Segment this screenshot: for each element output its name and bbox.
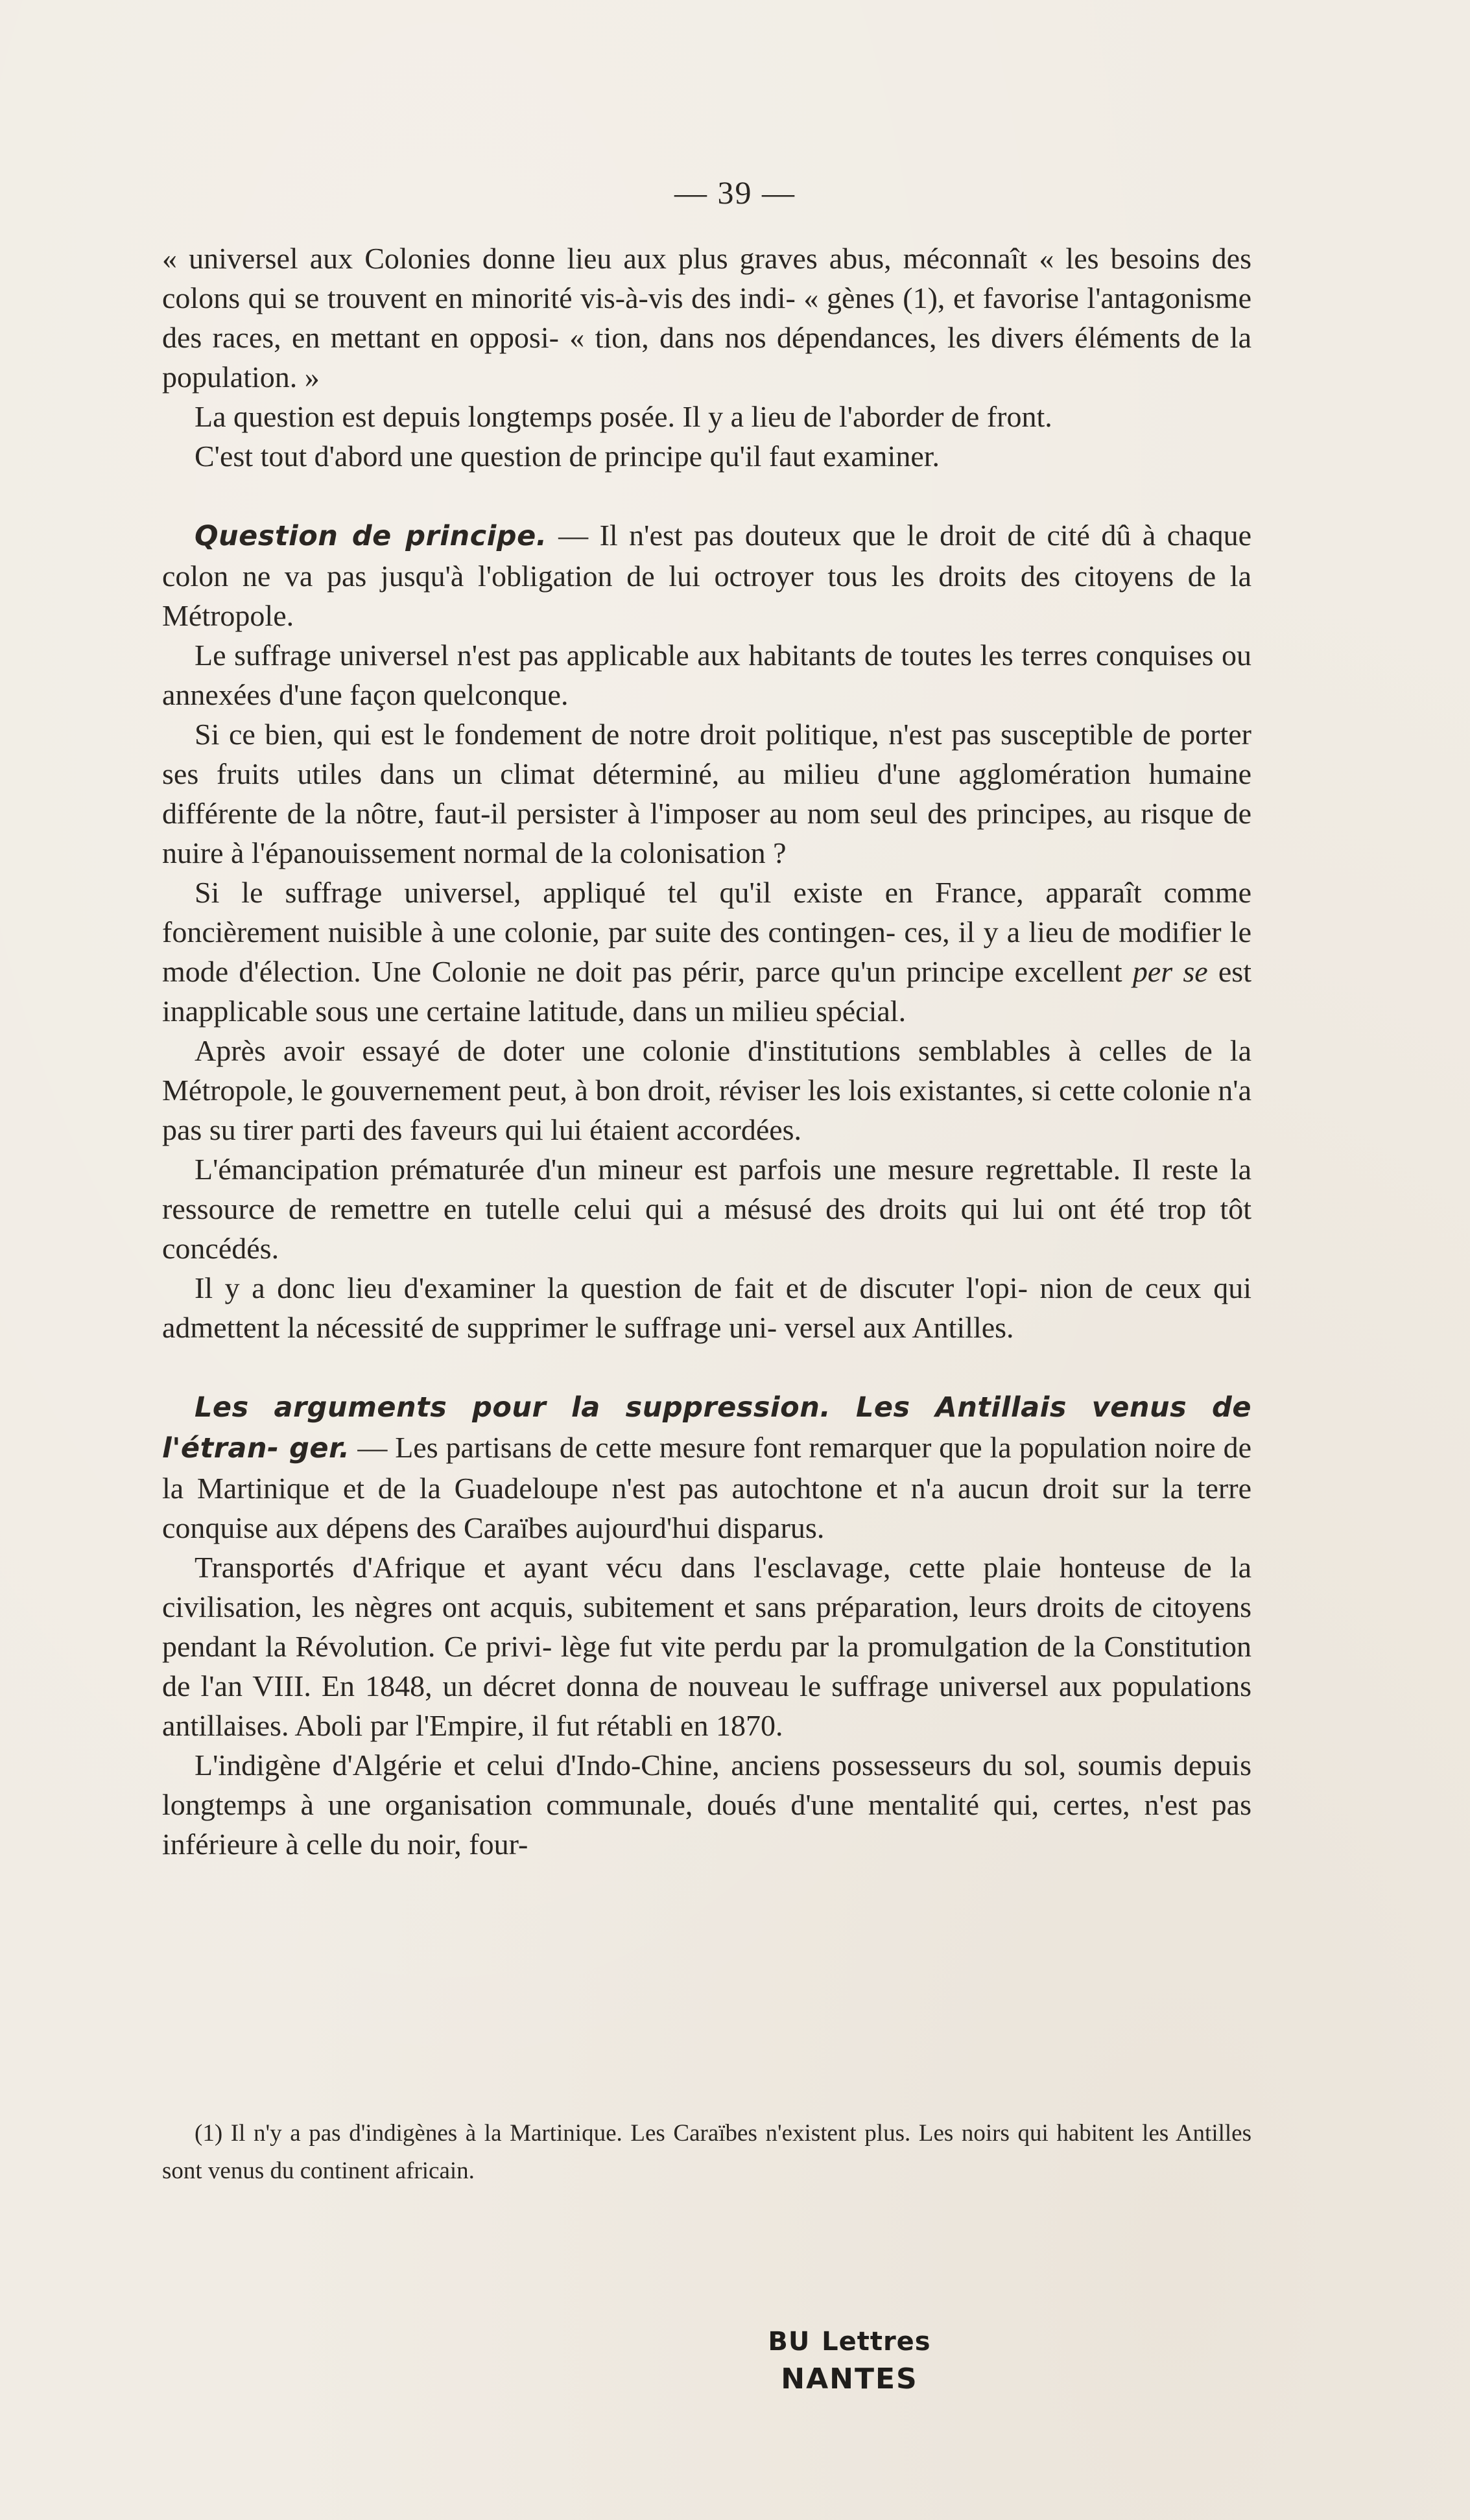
stamp-bu: BU xyxy=(768,2327,811,2357)
paragraph: Si ce bien, qui est le fondement de notre droit politique, n'est pas susceptible de porter ses fruits utiles dans un climat déterminé, au milieu d'une agglomération humaine différente de la nôtre, faut-il persister à l'imposer au nom seul des principes, au risque de nuire à l'épanouissement normal de la colonisation ? xyxy=(162,718,1251,869)
latin-term: per se xyxy=(1132,955,1208,988)
section-heading: Question de principe. xyxy=(195,520,547,552)
paragraph: L'émancipation prématurée d'un mineur est parfois une mesure regrettable. Il reste la ressource de remettre en tutelle celui qui a mésusé des droits qui lui ont été trop tôt concédés. xyxy=(162,1153,1251,1265)
paragraph-text-after: est inapplicable sous une certaine latitude, dans un milieu spécial. xyxy=(162,955,1251,1028)
paragraph: C'est tout d'abord une question de principe qu'il faut examiner. xyxy=(195,440,940,473)
paragraph: Transportés d'Afrique et ayant vécu dans l'esclavage, cette plaie honteuse de la civilisation, les nègres ont acquis, subitement et sans préparation, leurs droits de citoyens pendant la Révolution. Ce privi- lège fut vite perdu par la promulgation de la Constitution de l'an VIII. En 1848, un décret donna de nouveau le suffrage universel aux populations antillaises. Aboli par l'Empire, il fut rétabli en 1870. xyxy=(162,1551,1251,1742)
section-heading: Les arguments pour la suppression. Les Antillais venus de l'étran- ger. xyxy=(162,1391,1251,1465)
body-text xyxy=(162,239,1251,1864)
stamp-line-1 xyxy=(765,2321,934,2361)
paragraph-text-before: Si le suffrage universel, appliqué tel qu'il existe en France, apparaît comme foncièrement nuisible à une colonie, par suite des contingen- ces, il y a lieu de modifier le mode d'élection. Une Colonie ne doit pas périr, parce qu'un principe excellent xyxy=(162,876,1251,988)
paragraph: Le suffrage universel n'est pas applicable aux habitants de toutes les terres conquises ou annexées d'une façon quelconque. xyxy=(162,639,1251,711)
paragraph: Après avoir essayé de doter une colonie d'institutions semblables à celles de la Métropole, le gouvernement peut, à bon droit, réviser les lois existantes, si cette colonie n'a pas su tirer parti des faveurs qui lui étaient accordées. xyxy=(162,1034,1251,1146)
quote-paragraph: « universel aux Colonies donne lieu aux plus graves abus, méconnaît « les besoins des colons qui se trouvent en minorité vis-à-vis des indi- « gènes (1), et favorise l'antagonisme des races, en mettant en opposi- « tion, dans nos dépendances, les divers éléments de la population. » xyxy=(162,242,1251,394)
footnote: (1) Il n'y a pas d'indigènes à la Martinique. Les Caraïbes n'existent plus. Les noirs qui habitent les Antilles sont venus du continent africain. xyxy=(162,2120,1251,2184)
paragraph: L'indigène d'Algérie et celui d'Indo-Chine, anciens possesseurs du sol, soumis depuis longtemps à une organisation communale, doués d'une mentalité qui, certes, n'est pas inférieure à celle du noir, four- xyxy=(162,1749,1251,1861)
paragraph-per-se xyxy=(162,873,1251,1031)
stamp-line-2: NANTES xyxy=(781,2362,918,2396)
paragraph-question-de-principe xyxy=(162,515,1251,635)
library-stamp xyxy=(765,2321,934,2398)
paragraph: La question est depuis longtemps posée. Il y a lieu de l'aborder de front. xyxy=(195,400,1052,433)
paragraph: Il y a donc lieu d'examiner la question de fait et de discuter l'opi- nion de ceux qui admettent la nécessité de supprimer le suffrage uni- versel aux Antilles. xyxy=(162,1271,1251,1344)
paragraph-text: — Il n'est pas douteux que le droit de cité dû à chaque colon ne va pas jusqu'à l'obligation de lui octroyer tous les droits des citoyens de la Métropole. xyxy=(162,519,1251,632)
paragraph-text: — Les partisans de cette mesure font remarquer que la population noire de la Martinique et de la Guadeloupe n'est pas autochtone et n'a aucun droit sur la terre conquise aux dépens des Caraïbes aujourd'hui disparus. xyxy=(162,1431,1251,1544)
page-number: — 39 — xyxy=(674,174,796,211)
paragraph-arguments xyxy=(162,1387,1251,1548)
stamp-lettres: Lettres xyxy=(822,2327,931,2357)
